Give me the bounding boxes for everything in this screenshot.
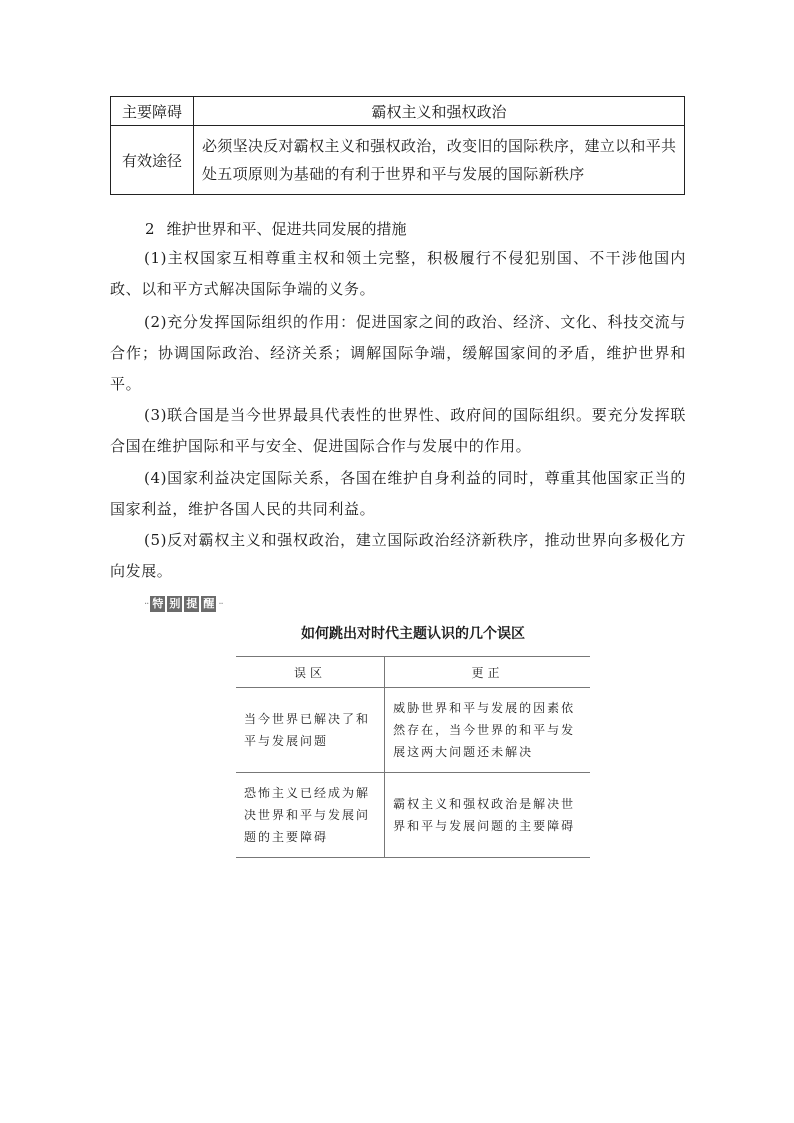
mistakes-header-correction: 更正: [385, 657, 590, 688]
summary-content-obstacle: 霸权主义和强权政治: [194, 97, 685, 126]
paragraph-2: (2)充分发挥国际组织的作用：促进国家之间的政治、经济、文化、科技交流与合作；协调国际政治、经济关系；调解国际争端，缓解国家间的矛盾，维护世界和平。: [110, 313, 686, 393]
tip-dots-right: ··: [218, 598, 223, 610]
summary-row-approach: [111, 126, 685, 195]
mistake-cell: 恐怖主义已经成为解决世界和平与发展问题的主要障碍: [236, 773, 385, 858]
mistakes-table: [236, 656, 590, 858]
tip-char-4: 醒: [203, 597, 215, 610]
section-heading: [145, 218, 407, 240]
tip-char-3: 提: [186, 597, 198, 610]
mistakes-header-row: [236, 657, 590, 688]
paragraph-5: (5)反对霸权主义和强权政治，建立国际政治经济新秩序，推动世界向多极化方向发展。: [110, 531, 686, 580]
correction-cell: 威胁世界和平与发展的因素依然存在，当今世界的和平与发展这两大问题还未解决: [385, 688, 590, 773]
paragraph-1: (1)主权国家互相尊重主权和领土完整，积极履行不侵犯别国、不干涉他国内政、以和平方式解决国际争端的义务。: [110, 249, 686, 298]
mistakes-title: 如何跳出对时代主题认识的几个误区: [301, 626, 525, 642]
summary-content-approach: 必须坚决反对霸权主义和强权政治，改变旧的国际秩序，建立以和平共处五项原则为基础的有利于世界和平与发展的国际新秩序: [194, 126, 685, 195]
section-number: 2: [145, 220, 155, 238]
mistake-cell: 当今世界已解决了和平与发展问题: [236, 688, 385, 773]
summary-label-approach: 有效途径: [111, 126, 194, 195]
section-title: 维护世界和平、促进共同发展的措施: [166, 220, 407, 238]
table-row: [236, 773, 590, 858]
correction-cell: 霸权主义和强权政治是解决世界和平与发展问题的主要障碍: [385, 773, 590, 858]
summary-row-obstacle: [111, 97, 685, 126]
summary-table: [110, 96, 685, 195]
table-row: [236, 688, 590, 773]
tip-char-1: 特: [152, 597, 164, 610]
mistakes-header-mistake: 误区: [236, 657, 385, 688]
tip-char-2: 别: [169, 597, 181, 610]
tip-badge: [144, 596, 223, 612]
paragraph-3: (3)联合国是当今世界最具代表性的世界性、政府间的国际组织。要充分发挥联合国在维护国际和平与安全、促进国际合作与发展中的作用。: [110, 406, 686, 455]
paragraph-4: (4)国家利益决定国际关系，各国在维护自身利益的同时，尊重其他国家正当的国家利益，维护各国人民的共同利益。: [110, 469, 686, 518]
summary-label-obstacle: 主要障碍: [111, 97, 194, 126]
tip-dots-left: ··: [144, 598, 149, 610]
